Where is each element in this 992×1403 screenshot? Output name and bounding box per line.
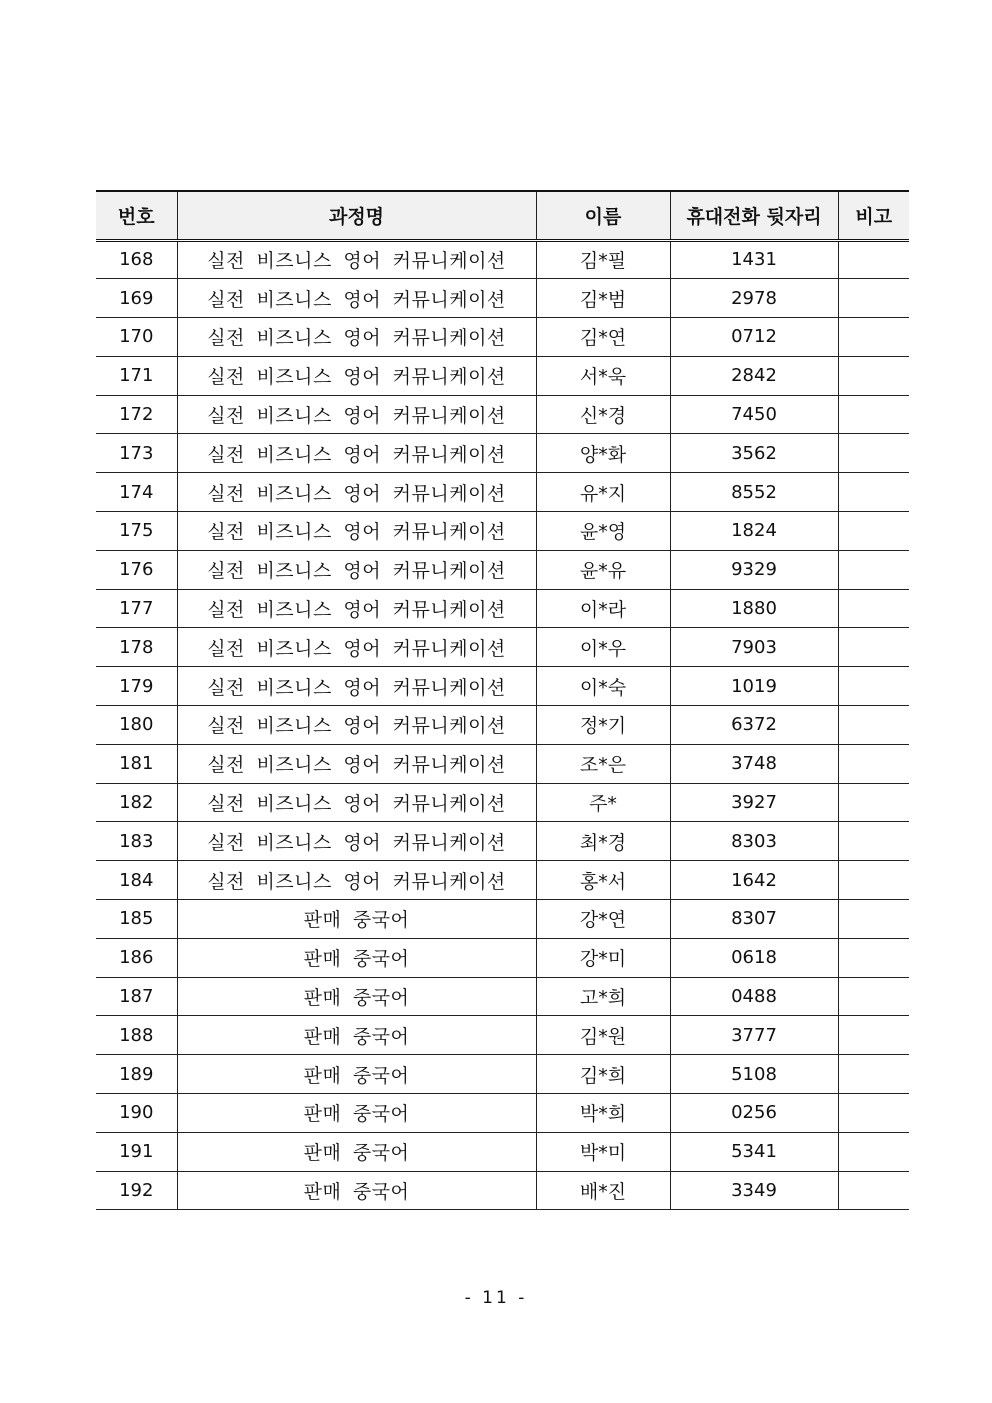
row-number: 176 (96, 550, 177, 589)
participant-name: 김*희 (536, 1055, 670, 1094)
table-row (96, 279, 909, 318)
table-row (96, 977, 909, 1016)
participant-name: 서*욱 (536, 356, 670, 395)
participant-name: 윤*유 (536, 550, 670, 589)
note (838, 473, 909, 512)
note (838, 512, 909, 551)
table-row (96, 861, 909, 900)
table-row (96, 434, 909, 473)
table-row (96, 938, 909, 977)
participant-name: 주* (536, 783, 670, 822)
course-name: 판매 중국어 (177, 1055, 536, 1094)
phone-last-digits: 1824 (670, 512, 838, 551)
phone-last-digits: 2978 (670, 279, 838, 318)
table-row (96, 900, 909, 939)
participant-name: 이*우 (536, 628, 670, 667)
table-row (96, 395, 909, 434)
phone-last-digits: 1019 (670, 667, 838, 706)
note (838, 861, 909, 900)
note (838, 1094, 909, 1133)
table-row (96, 783, 909, 822)
course-name: 실전 비즈니스 영어 커뮤니케이션 (177, 279, 536, 318)
course-name: 판매 중국어 (177, 1094, 536, 1133)
header-course: 과정명 (177, 191, 536, 240)
phone-last-digits: 0618 (670, 938, 838, 977)
participant-name: 강*연 (536, 900, 670, 939)
phone-last-digits: 1642 (670, 861, 838, 900)
row-number: 173 (96, 434, 177, 473)
row-number: 172 (96, 395, 177, 434)
participant-name: 양*화 (536, 434, 670, 473)
row-number: 189 (96, 1055, 177, 1094)
note (838, 279, 909, 318)
table-row (96, 550, 909, 589)
course-name: 판매 중국어 (177, 977, 536, 1016)
course-name: 실전 비즈니스 영어 커뮤니케이션 (177, 628, 536, 667)
table-row (96, 1055, 909, 1094)
phone-last-digits: 0256 (670, 1094, 838, 1133)
table-row (96, 512, 909, 551)
page-number: - 11 - (464, 1288, 528, 1308)
table-row (96, 473, 909, 512)
note (838, 1171, 909, 1210)
note (838, 1132, 909, 1171)
table-header (96, 191, 909, 240)
header-row (96, 191, 909, 240)
participant-table (96, 190, 909, 1210)
note (838, 589, 909, 628)
table-row (96, 1016, 909, 1055)
row-number: 185 (96, 900, 177, 939)
table-row (96, 1094, 909, 1133)
note (838, 822, 909, 861)
row-number: 182 (96, 783, 177, 822)
phone-last-digits: 8552 (670, 473, 838, 512)
participant-name: 강*미 (536, 938, 670, 977)
note (838, 240, 909, 279)
participant-name: 박*희 (536, 1094, 670, 1133)
table-row (96, 240, 909, 279)
course-name: 실전 비즈니스 영어 커뮤니케이션 (177, 356, 536, 395)
header-number: 번호 (96, 191, 177, 240)
row-number: 190 (96, 1094, 177, 1133)
phone-last-digits: 5341 (670, 1132, 838, 1171)
phone-last-digits: 3349 (670, 1171, 838, 1210)
course-name: 실전 비즈니스 영어 커뮤니케이션 (177, 318, 536, 357)
table-row (96, 589, 909, 628)
course-name: 실전 비즈니스 영어 커뮤니케이션 (177, 744, 536, 783)
participant-name: 조*은 (536, 744, 670, 783)
row-number: 174 (96, 473, 177, 512)
course-name: 판매 중국어 (177, 1132, 536, 1171)
course-name: 판매 중국어 (177, 900, 536, 939)
row-number: 169 (96, 279, 177, 318)
course-name: 실전 비즈니스 영어 커뮤니케이션 (177, 783, 536, 822)
row-number: 184 (96, 861, 177, 900)
participant-name: 이*라 (536, 589, 670, 628)
row-number: 171 (96, 356, 177, 395)
participant-name: 김*범 (536, 279, 670, 318)
course-name: 실전 비즈니스 영어 커뮤니케이션 (177, 822, 536, 861)
participant-name: 고*희 (536, 977, 670, 1016)
course-name: 판매 중국어 (177, 938, 536, 977)
table-row (96, 1171, 909, 1210)
row-number: 170 (96, 318, 177, 357)
table-row (96, 318, 909, 357)
note (838, 667, 909, 706)
course-name: 실전 비즈니스 영어 커뮤니케이션 (177, 395, 536, 434)
table-row (96, 667, 909, 706)
phone-last-digits: 8307 (670, 900, 838, 939)
phone-last-digits: 7450 (670, 395, 838, 434)
note (838, 900, 909, 939)
course-name: 실전 비즈니스 영어 커뮤니케이션 (177, 240, 536, 279)
row-number: 179 (96, 667, 177, 706)
table-row (96, 822, 909, 861)
row-number: 191 (96, 1132, 177, 1171)
row-number: 180 (96, 706, 177, 745)
table-row (96, 706, 909, 745)
note (838, 977, 909, 1016)
phone-last-digits: 1431 (670, 240, 838, 279)
row-number: 186 (96, 938, 177, 977)
course-name: 실전 비즈니스 영어 커뮤니케이션 (177, 512, 536, 551)
phone-last-digits: 2842 (670, 356, 838, 395)
participant-name: 윤*영 (536, 512, 670, 551)
participant-name: 유*지 (536, 473, 670, 512)
note (838, 550, 909, 589)
note (838, 628, 909, 667)
note (838, 395, 909, 434)
participant-name: 신*경 (536, 395, 670, 434)
phone-last-digits: 3927 (670, 783, 838, 822)
course-name: 판매 중국어 (177, 1016, 536, 1055)
phone-last-digits: 8303 (670, 822, 838, 861)
row-number: 188 (96, 1016, 177, 1055)
course-name: 실전 비즈니스 영어 커뮤니케이션 (177, 473, 536, 512)
participant-name: 박*미 (536, 1132, 670, 1171)
course-name: 실전 비즈니스 영어 커뮤니케이션 (177, 667, 536, 706)
participant-name: 김*원 (536, 1016, 670, 1055)
phone-last-digits: 3748 (670, 744, 838, 783)
participant-name: 최*경 (536, 822, 670, 861)
note (838, 938, 909, 977)
phone-last-digits: 3777 (670, 1016, 838, 1055)
course-name: 실전 비즈니스 영어 커뮤니케이션 (177, 706, 536, 745)
phone-last-digits: 1880 (670, 589, 838, 628)
note (838, 744, 909, 783)
header-phone: 휴대전화 뒷자리 (670, 191, 838, 240)
participant-name: 김*연 (536, 318, 670, 357)
table-row (96, 744, 909, 783)
participant-name: 배*진 (536, 1171, 670, 1210)
table-row (96, 1132, 909, 1171)
phone-last-digits: 9329 (670, 550, 838, 589)
phone-last-digits: 0488 (670, 977, 838, 1016)
row-number: 168 (96, 240, 177, 279)
phone-last-digits: 0712 (670, 318, 838, 357)
table-row (96, 356, 909, 395)
note (838, 356, 909, 395)
participant-name: 이*숙 (536, 667, 670, 706)
phone-last-digits: 6372 (670, 706, 838, 745)
participant-name: 정*기 (536, 706, 670, 745)
row-number: 177 (96, 589, 177, 628)
course-name: 실전 비즈니스 영어 커뮤니케이션 (177, 550, 536, 589)
note (838, 1055, 909, 1094)
table-body (96, 240, 909, 1210)
participant-name: 김*필 (536, 240, 670, 279)
header-name: 이름 (536, 191, 670, 240)
row-number: 187 (96, 977, 177, 1016)
note (838, 318, 909, 357)
course-name: 판매 중국어 (177, 1171, 536, 1210)
table-row (96, 628, 909, 667)
course-name: 실전 비즈니스 영어 커뮤니케이션 (177, 434, 536, 473)
course-name: 실전 비즈니스 영어 커뮤니케이션 (177, 861, 536, 900)
row-number: 178 (96, 628, 177, 667)
row-number: 192 (96, 1171, 177, 1210)
participant-name: 홍*서 (536, 861, 670, 900)
phone-last-digits: 7903 (670, 628, 838, 667)
row-number: 183 (96, 822, 177, 861)
phone-last-digits: 3562 (670, 434, 838, 473)
row-number: 175 (96, 512, 177, 551)
row-number: 181 (96, 744, 177, 783)
course-name: 실전 비즈니스 영어 커뮤니케이션 (177, 589, 536, 628)
header-note: 비고 (838, 191, 909, 240)
note (838, 706, 909, 745)
note (838, 434, 909, 473)
phone-last-digits: 5108 (670, 1055, 838, 1094)
note (838, 1016, 909, 1055)
note (838, 783, 909, 822)
